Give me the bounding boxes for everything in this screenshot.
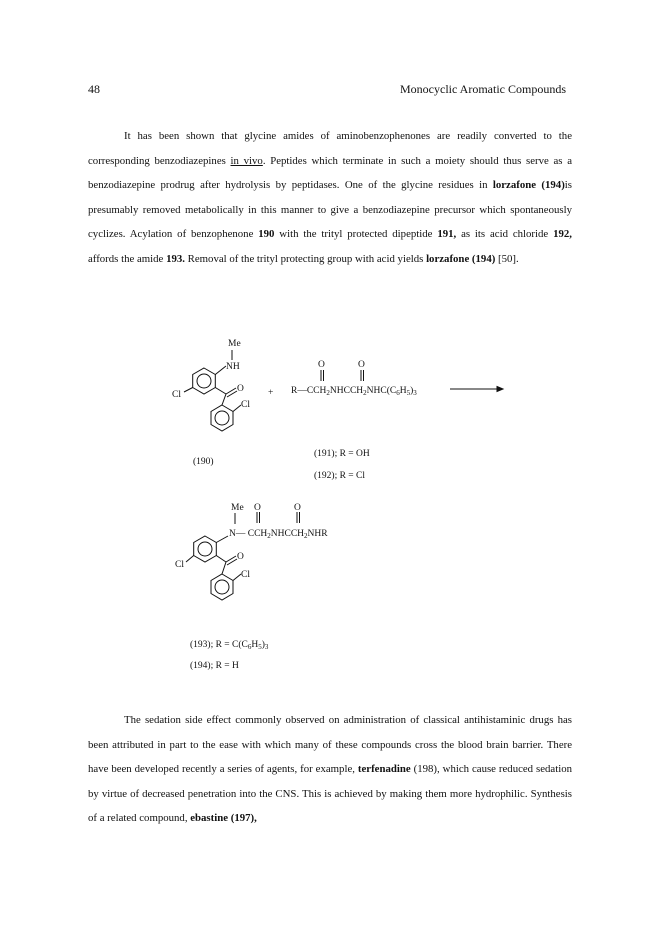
p1-s3: is presumably removed metabolically in this manner to give a benzodiazepine precursor which spontaneously cyclizes. Acylation of benzophenone [88,179,572,240]
terfenadine-term: terfenadine [357,763,411,775]
ring-a-193 [194,536,217,562]
p1-s7: Removal of the trityl protecting group with acid yields [184,252,427,265]
atom-cl-193-a: Cl [175,560,184,570]
atom-o-reagent-1: O [318,360,325,370]
atom-cl-190-a: Cl [172,390,181,400]
p1-s8: [50]. [495,252,519,265]
atom-o-193-3: O [237,552,244,562]
label-193: (193); $R = C(C_6H_5)_3$ [190,640,269,651]
ebastine-term: ebastine (197), [190,812,257,824]
p1-s1: It has been shown that glycine amides of aminobenzophenones are readily converted to the corresponding benzodiazepines [88,130,572,167]
lorzafone-term-2: lorzafone (194) [426,252,496,265]
p2-s2: (198), which cause reduced sedation by virtue of decreased penetration into the CNS. This is achieved by making them more hydrophilic. Synthesis of a related compound, [88,763,573,824]
atom-o-reagent-2: O [358,360,365,370]
label-192: (192); R = Cl [314,471,366,481]
ring-b-193 [211,574,233,600]
in-vivo-term: in vivo [230,154,263,167]
paragraph-1-text [88,124,572,271]
reagent-formula: $R—CCH_2NHCCH_2NHC(C_6H_5)_3$ [291,386,417,397]
compound-192-ref: 192, [553,228,572,240]
paragraph-2-text [88,708,572,831]
ring-a-aromatic-circle [197,374,211,388]
p1-s6: affords the amide [88,252,167,265]
atom-o-190: O [237,384,244,394]
ring-a-190 [193,368,216,394]
p1-s2: . Peptides which terminate in such a moiety should thus serve as a benzodiazepine prodrug after hydrolysis by peptidases. One of the glycine residues in [88,154,572,191]
p2-s1: The sedation side effect commonly observed on administration of classical antihistaminic drugs has been attributed in part to the ease with which many of these compounds cross the blood brain barrier. There have been developed recently a series of agents, for example, [88,714,572,775]
lorzafone-term: lorzafone (194) [492,179,565,191]
p1-s4: with the trityl protected dipeptide [274,228,438,240]
atom-me-193: Me [231,503,244,513]
product-formula: N— $CCH_2NHCCH_2NHR$ [229,529,328,540]
running-title: Monocyclic Aromatic Compounds [400,82,566,96]
plus-sign: + [268,388,274,398]
atom-me-190: Me [228,339,241,349]
page-number: 48 [88,82,100,96]
compound-191-ref: 191, [437,228,457,240]
atom-o-193-1: O [254,503,261,513]
label-191: (191); R = OH [314,449,370,459]
paragraph-1 [88,124,572,271]
atom-cl-190-b: Cl [241,400,250,410]
atom-cl-193-b: Cl [241,570,250,580]
compound-190-ref: 190 [258,228,275,240]
atom-o-193-2: O [294,503,301,513]
ring-b-190 [211,405,233,431]
label-190: (190) [193,457,214,467]
arrow-head-icon [497,387,503,392]
compound-193-ref: 193. [166,252,185,265]
p1-s5: as its acid chloride [456,228,554,240]
paragraph-2 [88,708,572,831]
atom-nh-190: NH [226,362,240,372]
label-194: (194); R = H [190,661,239,671]
